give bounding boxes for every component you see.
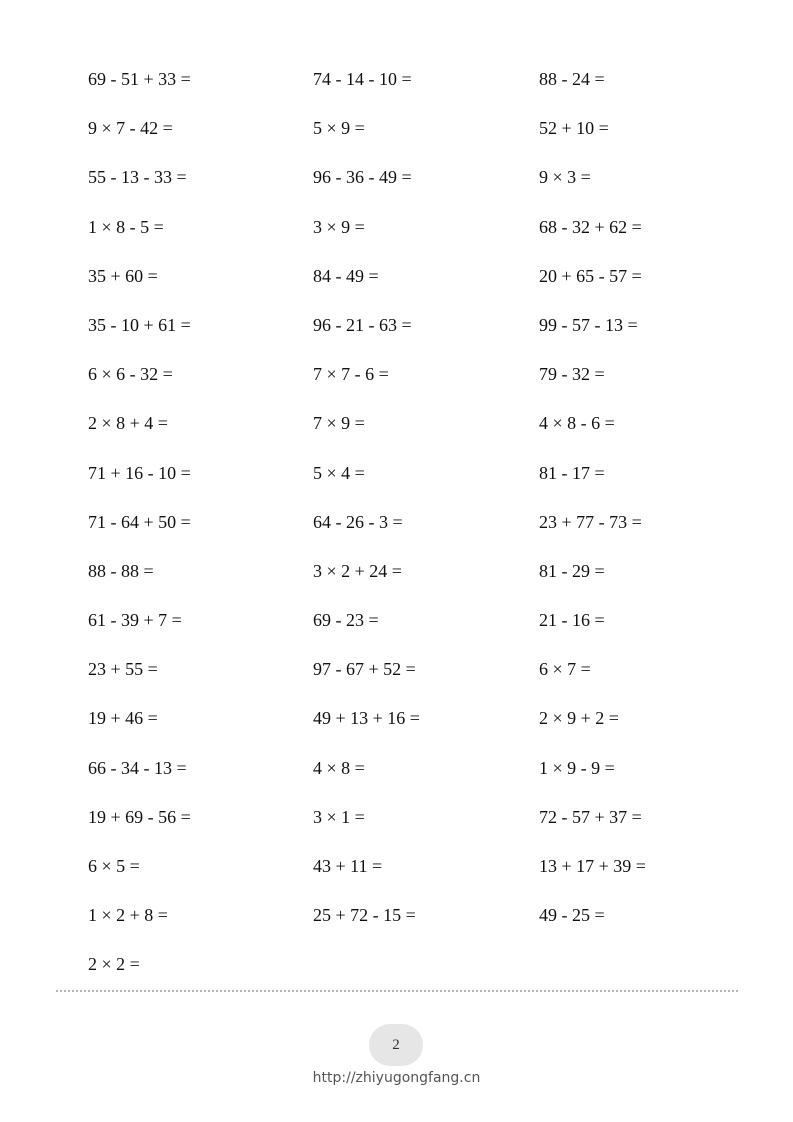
math-problem: 69 - 51 + 33 = — [88, 69, 191, 89]
math-problem: 5 × 4 = — [313, 462, 365, 483]
math-problem: 81 - 17 = — [539, 462, 605, 483]
math-problem: 7 × 7 - 6 = — [313, 364, 389, 385]
math-problem: 4 × 8 - 6 = — [539, 413, 615, 434]
math-problem: 43 + 11 = — [313, 856, 383, 876]
math-problem: 35 - 10 + 61 = — [88, 314, 191, 335]
math-problem: 69 - 23 = — [313, 610, 379, 631]
math-problem: 3 × 9 = — [313, 216, 365, 237]
math-problem: 64 - 26 - 3 = — [313, 511, 403, 532]
math-problem: 1 × 9 - 9 = — [539, 757, 615, 778]
math-problem: 71 + 16 - 10 = — [88, 462, 191, 483]
math-problem: 84 - 49 = — [313, 265, 379, 286]
math-problem: 4 × 8 = — [313, 757, 365, 778]
site-url: http://zhiyugongfang.cn — [312, 1070, 481, 1086]
math-problem: 21 - 16 = — [539, 610, 605, 631]
math-problem: 49 + 13 + 16 = — [313, 708, 420, 729]
math-problem: 74 - 14 - 10 = — [313, 69, 412, 89]
math-problem: 5 × 9 = — [313, 118, 365, 139]
math-problem: 3 × 2 + 24 = — [313, 560, 402, 581]
math-problem: 1 × 8 - 5 = — [88, 216, 164, 237]
math-problem: 79 - 32 = — [539, 364, 605, 385]
math-problem: 96 - 21 - 63 = — [313, 314, 412, 335]
math-problem: 23 + 55 = — [88, 659, 158, 680]
page-number-badge: 2 — [369, 1024, 423, 1066]
math-problem: 9 × 7 - 42 = — [88, 118, 173, 139]
math-problem: 61 - 39 + 7 = — [88, 610, 182, 631]
math-problem: 55 - 13 - 33 = — [88, 167, 187, 188]
math-problem: 6 × 7 = — [539, 659, 591, 680]
math-problem: 81 - 29 = — [539, 560, 605, 581]
math-problem: 97 - 67 + 52 = — [313, 659, 416, 680]
math-problem: 23 + 77 - 73 = — [539, 511, 642, 532]
math-problem: 20 + 65 - 57 = — [539, 265, 642, 286]
math-problem: 49 - 25 = — [539, 905, 605, 926]
dotted-divider — [56, 990, 738, 992]
math-problem: 13 + 17 + 39 = — [539, 856, 646, 876]
math-problem: 88 - 88 = — [88, 560, 154, 581]
math-problem: 1 × 2 + 8 = — [88, 905, 168, 926]
math-problem: 66 - 34 - 13 = — [88, 757, 187, 778]
math-problem: 88 - 24 = — [539, 69, 605, 89]
math-problem: 6 × 5 = — [88, 856, 140, 876]
math-problem: 19 + 69 - 56 = — [88, 806, 191, 827]
math-problem: 96 - 36 - 49 = — [313, 167, 412, 188]
math-problem: 35 + 60 = — [88, 265, 158, 286]
math-problem: 68 - 32 + 62 = — [539, 216, 642, 237]
math-problem: 52 + 10 = — [539, 118, 609, 139]
math-problem: 6 × 6 - 32 = — [88, 364, 173, 385]
math-problem: 19 + 46 = — [88, 708, 158, 729]
math-problem: 2 × 2 = — [88, 954, 140, 975]
math-problem: 99 - 57 - 13 = — [539, 314, 638, 335]
math-problem: 3 × 1 = — [313, 806, 365, 827]
math-problem: 2 × 9 + 2 = — [539, 708, 619, 729]
math-problem: 25 + 72 - 15 = — [313, 905, 416, 926]
math-problem: 7 × 9 = — [313, 413, 365, 434]
problem-grid — [88, 55, 768, 990]
math-problem: 71 - 64 + 50 = — [88, 511, 191, 532]
math-problem: 9 × 3 = — [539, 167, 591, 188]
math-problem: 72 - 57 + 37 = — [539, 806, 642, 827]
math-problem: 2 × 8 + 4 = — [88, 413, 168, 434]
